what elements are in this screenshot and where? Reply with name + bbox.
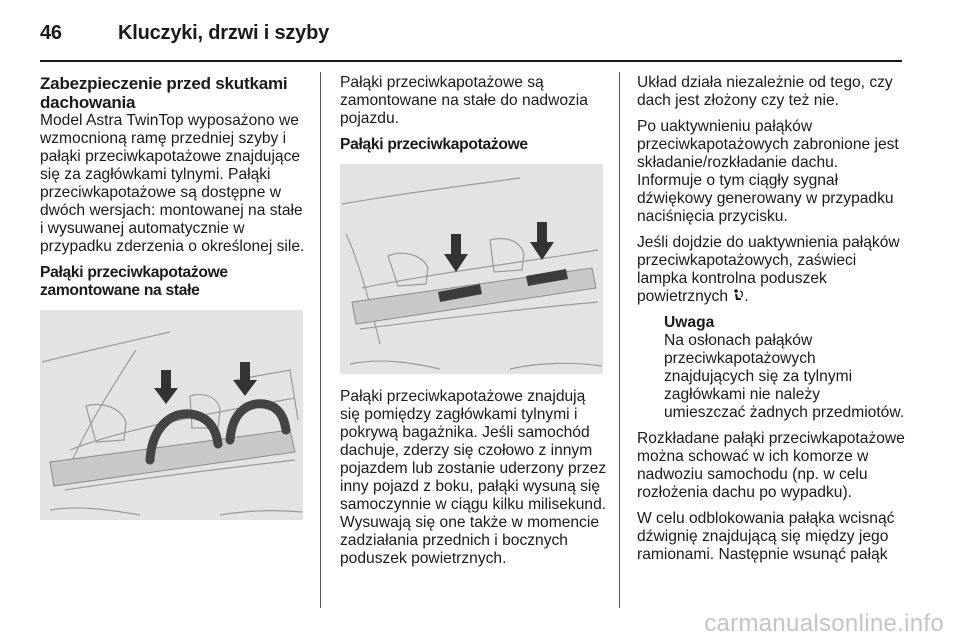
warning-lamp-text: Jeśli dojdzie do uaktywnienia pałąków przeciwkapotażowych, zaświeci lampka kontrolna poduszek powietrznych	[637, 234, 900, 305]
page-title: Kluczyki, drzwi i szyby	[118, 22, 330, 44]
fixed-rollbars-text: Pałąki przeciwkapotażowe są zamontowane na stałe do nadwozia pojazdu.	[340, 74, 588, 127]
column-1	[40, 74, 308, 534]
paragraph-roof-state: Układ działa niezależnie od tego, czy dach jest złożony czy też nie.	[637, 74, 893, 109]
note-block	[664, 314, 905, 422]
intro-paragraph: Model Astra TwinTop wyposażono we wzmocnioną ramę przedniej szyby i pałąki przeciwkapotażowe znajdujące się za zagłówkami tylnymi. Pałąki przeciwkapotażowe są dostępne w dwóch wersjach: montowanej na stałe i wysuwanej automatycznie w przypadku zderzenia o określonej sile.	[40, 112, 305, 255]
page-number: 46	[40, 22, 62, 44]
paragraph-roof-lock: Po uaktywnieniu pałąków przeciwkapotażowych zabronione jest składanie/rozkładanie dachu. Informuje o tym ciągły sygnał dźwiękowy generowany w przypadku naciśnięcia przycisku.	[637, 118, 899, 225]
paragraph-unlock: W celu odblokowania pałąka wcisnąć dźwignię znajdującą się między jego ramionami. Następnie wsunąć pałąk	[637, 510, 895, 563]
paragraph-warning-lamp	[637, 234, 905, 306]
column-divider-left	[320, 72, 321, 608]
fixed-rollbars-heading: Pałąki przeciwkapotażowe zamontowane na stałe	[40, 264, 228, 299]
header-rule	[40, 60, 902, 62]
column-2	[340, 74, 608, 576]
paragraph-retract: Rozkładane pałąki przeciwkapotażowe można schować w ich komorze w nadwoziu samochodu (np. w celu rozłożenia dachu po wypadku).	[637, 430, 905, 501]
column-3	[637, 74, 905, 572]
rollbars-heading: Pałąki przeciwkapotażowe	[340, 136, 528, 153]
watermark: carmanualsonline.info	[704, 610, 944, 637]
fixed-rollbar-illustration	[40, 310, 303, 520]
automatic-rollbar-illustration	[340, 164, 603, 374]
warning-lamp-text-end: .	[744, 288, 749, 305]
rollbars-description: Pałąki przeciwkapotażowe znajdują się pomiędzy zagłówkami tylnymi i pokrywą bagażnika. Jeśli samochód dachuje, zderzy się czołowo z innym pojazdem lub zostanie uderzony przez inny pojazd z boku, pałąki wysuną się samoczynnie w ciągu kilku milisekund. Wysuwają się one także w momencie zadziałania przednich i bocznych poduszek powietrznych.	[340, 388, 607, 567]
column-divider-right	[619, 72, 620, 608]
airbag-icon	[732, 289, 744, 303]
section-heading: Zabezpieczenie przed skutkami dachowania	[40, 74, 288, 112]
note-title: Uwaga	[664, 314, 715, 331]
note-body: Na osłonach pałąków przeciwkapotażowych znajdujących się za tylnymi zagłówkami nie należy umieszczać żadnych przedmiotów.	[664, 332, 905, 421]
